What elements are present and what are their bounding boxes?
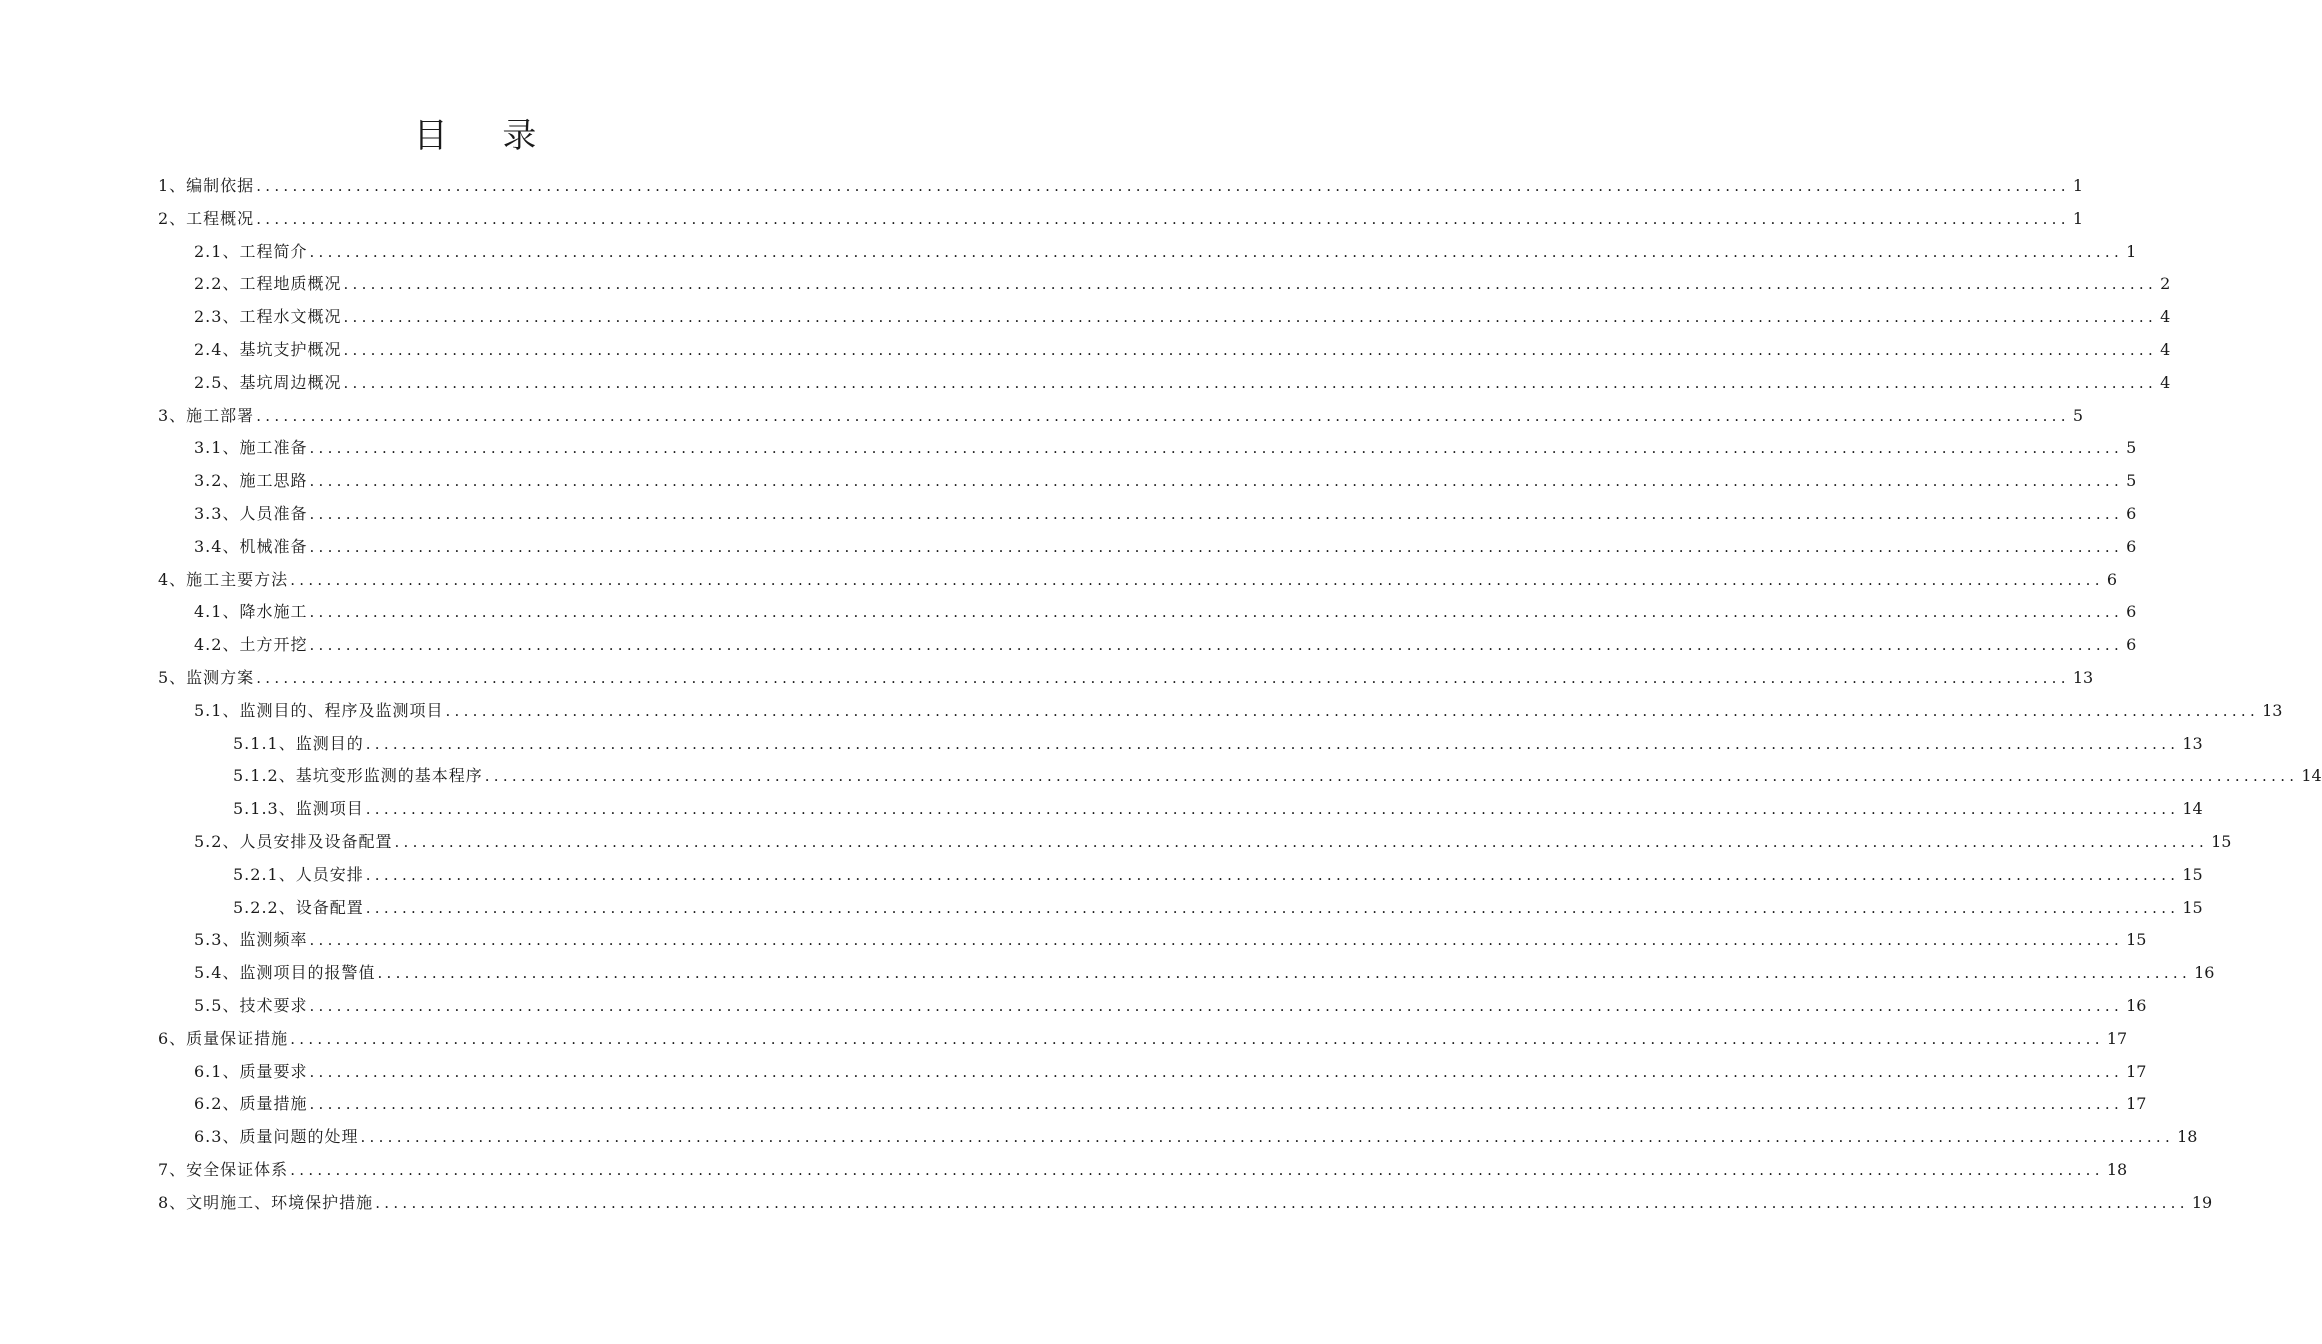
toc-entry-page-number: 5 xyxy=(2126,471,2137,491)
toc-entry[interactable] xyxy=(158,596,2137,629)
toc-entry-page-number: 15 xyxy=(2182,897,2203,917)
table-of-contents xyxy=(158,170,2322,1220)
dot-leader: ........................................................................................................................................................................................................ xyxy=(365,898,2180,917)
toc-entry[interactable] xyxy=(158,924,2147,957)
dot-leader: ........................................................................................................................................................................................................ xyxy=(343,275,2158,294)
toc-entry-label: 5.3、监测频率 xyxy=(194,930,308,950)
toc-entry-label: 7、安全保证体系 xyxy=(158,1159,289,1179)
toc-entry-page-number: 16 xyxy=(2126,995,2147,1015)
toc-entry[interactable] xyxy=(158,531,2137,564)
toc-entry-page-number: 18 xyxy=(2106,1159,2128,1179)
toc-entry[interactable] xyxy=(158,892,2203,925)
toc-entry-page-number: 1 xyxy=(2072,208,2083,228)
toc-entry-page-number: 6 xyxy=(2126,503,2137,523)
toc-entry-label: 5.1、监测目的、程序及监测项目 xyxy=(194,700,444,720)
toc-entry[interactable] xyxy=(158,695,2283,728)
toc-entry[interactable] xyxy=(158,760,2322,793)
toc-entry-page-number: 16 xyxy=(2194,963,2215,983)
toc-entry-label: 6.2、质量措施 xyxy=(194,1094,308,1114)
toc-entry-label: 5.2、人员安排及设备配置 xyxy=(194,831,393,851)
toc-entry-page-number: 14 xyxy=(2301,766,2322,786)
dot-leader: ........................................................................................................................................................................................................ xyxy=(309,1095,2124,1114)
dot-leader: ........................................................................................................................................................................................................ xyxy=(375,1193,2189,1212)
toc-entry[interactable] xyxy=(158,1187,2213,1220)
toc-entry-label: 5.1.2、基坑变形监测的基本程序 xyxy=(233,766,483,786)
dot-leader: ........................................................................................................................................................................................................ xyxy=(484,767,2299,786)
dot-leader: ........................................................................................................................................................................................................ xyxy=(256,406,2070,425)
toc-entry[interactable] xyxy=(158,170,2083,203)
toc-entry-label: 6、质量保证措施 xyxy=(158,1028,289,1048)
toc-entry[interactable] xyxy=(158,236,2137,269)
dot-leader: ........................................................................................................................................................................................................ xyxy=(377,964,2192,983)
toc-entry-page-number: 15 xyxy=(2211,831,2232,851)
toc-entry-page-number: 19 xyxy=(2191,1192,2213,1212)
toc-entry[interactable] xyxy=(158,629,2137,662)
dot-leader: ........................................................................................................................................................................................................ xyxy=(256,177,2070,195)
dot-leader: ........................................................................................................................................................................................................ xyxy=(309,472,2124,491)
toc-entry-label: 2.1、工程简介 xyxy=(194,241,308,261)
toc-entry[interactable] xyxy=(158,564,2117,597)
toc-entry[interactable] xyxy=(158,826,2232,859)
toc-entry-page-number: 15 xyxy=(2182,864,2203,884)
toc-entry-label: 2.5、基坑周边概况 xyxy=(194,372,342,392)
toc-entry-label: 3.2、施工思路 xyxy=(194,471,308,491)
toc-entry[interactable] xyxy=(158,432,2137,465)
toc-entry[interactable] xyxy=(158,301,2171,334)
dot-leader: ........................................................................................................................................................................................................ xyxy=(256,668,2070,687)
toc-entry-page-number: 1 xyxy=(2072,176,2083,195)
dot-leader: ........................................................................................................................................................................................................ xyxy=(290,1029,2104,1048)
dot-leader: ........................................................................................................................................................................................................ xyxy=(343,308,2158,327)
toc-entry[interactable] xyxy=(158,1056,2147,1089)
toc-entry-page-number: 17 xyxy=(2126,1094,2147,1114)
toc-entry-label: 4、施工主要方法 xyxy=(158,569,289,589)
toc-entry-label: 8、文明施工、环境保护措施 xyxy=(158,1192,374,1212)
toc-entry-label: 4.2、土方开挖 xyxy=(194,635,308,655)
dot-leader: ........................................................................................................................................................................................................ xyxy=(343,373,2158,392)
toc-entry-page-number: 17 xyxy=(2106,1028,2128,1048)
dot-leader: ........................................................................................................................................................................................................ xyxy=(309,439,2124,458)
page-title: 目 录 xyxy=(413,116,559,156)
toc-entry-page-number: 4 xyxy=(2160,372,2171,392)
toc-entry[interactable] xyxy=(158,465,2137,498)
toc-entry-label: 2.3、工程水文概况 xyxy=(194,307,342,327)
dot-leader: ........................................................................................................................................................................................................ xyxy=(365,734,2180,753)
toc-entry-page-number: 6 xyxy=(2126,635,2137,655)
dot-leader: ........................................................................................................................................................................................................ xyxy=(309,603,2124,622)
toc-entry[interactable] xyxy=(158,498,2137,531)
dot-leader: ........................................................................................................................................................................................................ xyxy=(309,242,2124,261)
dot-leader: ........................................................................................................................................................................................................ xyxy=(365,865,2180,884)
toc-entry-page-number: 13 xyxy=(2262,700,2283,720)
toc-entry-page-number: 4 xyxy=(2160,307,2171,327)
toc-entry[interactable] xyxy=(158,1023,2128,1056)
toc-entry[interactable] xyxy=(158,367,2171,400)
toc-entry-page-number: 13 xyxy=(2182,733,2203,753)
toc-entry-page-number: 6 xyxy=(2126,536,2137,556)
toc-entry-label: 3.1、施工准备 xyxy=(194,438,308,458)
dot-leader: ........................................................................................................................................................................................................ xyxy=(445,701,2260,720)
toc-entry[interactable] xyxy=(158,203,2083,236)
toc-entry[interactable] xyxy=(158,400,2083,433)
toc-entry-page-number: 6 xyxy=(2106,569,2117,589)
toc-entry-label: 4.1、降水施工 xyxy=(194,602,308,622)
toc-entry-label: 3、施工部署 xyxy=(158,405,255,425)
toc-entry-page-number: 14 xyxy=(2182,799,2203,819)
toc-entry-label: 2、工程概况 xyxy=(158,208,255,228)
toc-entry[interactable] xyxy=(158,957,2215,990)
toc-entry-page-number: 15 xyxy=(2126,930,2147,950)
toc-entry[interactable] xyxy=(158,728,2203,761)
dot-leader: ........................................................................................................................................................................................................ xyxy=(309,537,2124,556)
toc-entry[interactable] xyxy=(158,268,2171,301)
toc-entry-page-number: 5 xyxy=(2072,405,2083,425)
dot-leader: ........................................................................................................................................................................................................ xyxy=(309,996,2124,1015)
toc-entry-label: 3.3、人员准备 xyxy=(194,503,308,523)
toc-entry[interactable] xyxy=(158,859,2203,892)
toc-entry[interactable] xyxy=(158,662,2094,695)
toc-entry-label: 5.2.1、人员安排 xyxy=(233,864,364,884)
toc-entry-label: 5.5、技术要求 xyxy=(194,995,308,1015)
toc-entry-label: 5.4、监测项目的报警值 xyxy=(194,963,376,983)
dot-leader: ........................................................................................................................................................................................................ xyxy=(360,1128,2175,1147)
dot-leader: ........................................................................................................................................................................................................ xyxy=(256,209,2070,228)
dot-leader: ........................................................................................................................................................................................................ xyxy=(309,504,2124,523)
dot-leader: ........................................................................................................................................................................................................ xyxy=(309,1062,2124,1081)
dot-leader: ........................................................................................................................................................................................................ xyxy=(309,931,2124,950)
toc-entry-page-number: 17 xyxy=(2126,1061,2147,1081)
toc-entry[interactable] xyxy=(158,990,2147,1023)
toc-entry-label: 2.4、基坑支护概况 xyxy=(194,339,342,359)
toc-entry-label: 6.1、质量要求 xyxy=(194,1061,308,1081)
dot-leader: ........................................................................................................................................................................................................ xyxy=(365,800,2180,819)
toc-entry[interactable] xyxy=(158,1154,2128,1187)
toc-entry-page-number: 2 xyxy=(2160,274,2171,294)
toc-entry-label: 6.3、质量问题的处理 xyxy=(194,1127,359,1147)
dot-leader: ........................................................................................................................................................................................................ xyxy=(290,1160,2104,1179)
toc-entry[interactable] xyxy=(158,334,2171,367)
dot-leader: ........................................................................................................................................................................................................ xyxy=(309,636,2124,655)
toc-entry-label: 5.2.2、设备配置 xyxy=(233,897,364,917)
toc-entry-label: 5.1.1、监测目的 xyxy=(233,733,364,753)
dot-leader: ........................................................................................................................................................................................................ xyxy=(290,570,2104,589)
toc-entry[interactable] xyxy=(158,1121,2198,1154)
dot-leader: ........................................................................................................................................................................................................ xyxy=(394,832,2209,851)
toc-entry-label: 3.4、机械准备 xyxy=(194,536,308,556)
toc-entry-page-number: 6 xyxy=(2126,602,2137,622)
dot-leader: ........................................................................................................................................................................................................ xyxy=(343,340,2158,359)
toc-entry-label: 2.2、工程地质概况 xyxy=(194,274,342,294)
toc-entry-page-number: 1 xyxy=(2126,241,2137,261)
toc-entry-page-number: 4 xyxy=(2160,339,2171,359)
toc-entry[interactable] xyxy=(158,793,2203,826)
toc-entry-page-number: 5 xyxy=(2126,438,2137,458)
toc-entry-page-number: 18 xyxy=(2177,1127,2198,1147)
toc-entry-page-number: 13 xyxy=(2072,667,2094,687)
toc-entry-label: 5、监测方案 xyxy=(158,667,255,687)
toc-entry-label: 1、编制依据 xyxy=(158,176,255,195)
toc-entry-label: 5.1.3、监测项目 xyxy=(233,799,364,819)
toc-entry[interactable] xyxy=(158,1088,2147,1121)
